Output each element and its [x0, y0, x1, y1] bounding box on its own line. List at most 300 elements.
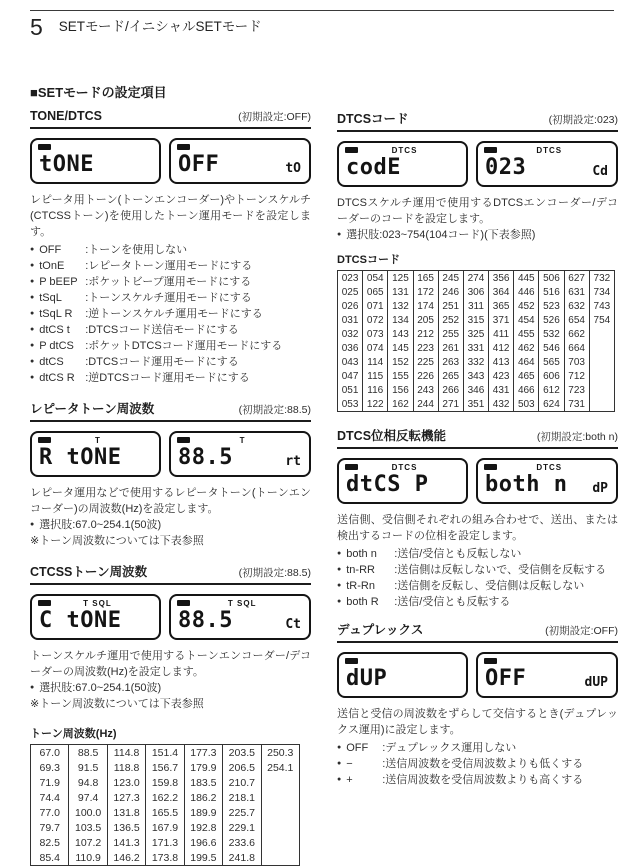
- table-cell: 67.0: [39, 746, 60, 759]
- option-list: [337, 546, 618, 610]
- table-cell: 165: [413, 271, 438, 286]
- table-cell: 624: [539, 397, 564, 412]
- table-cell: 356: [489, 271, 514, 286]
- table-cell: 364: [489, 285, 514, 299]
- table-cell: 074: [363, 341, 388, 355]
- dtcs-table-label: DTCSコード: [337, 254, 400, 266]
- table-cell: 103.5: [69, 820, 107, 835]
- option-label: ● tn-RR: [346, 564, 375, 576]
- table-cell: 351: [463, 397, 488, 412]
- option-description: :送信/受信とも反転しない: [394, 548, 522, 560]
- table-cell: 233.6: [223, 835, 261, 850]
- lcd-item-abbrev: tO: [285, 161, 301, 176]
- lcd-row: [337, 458, 618, 504]
- table-cell: 466: [514, 383, 539, 397]
- table-cell: 77.0: [39, 806, 60, 819]
- table-cell: 311: [463, 299, 488, 313]
- table-cell: 612: [539, 383, 564, 397]
- page-title: SETモード/イニシャルSETモード: [58, 19, 262, 34]
- option-label: ● tOnE: [39, 260, 65, 272]
- table-cell: [261, 775, 299, 790]
- table-row: [31, 835, 300, 850]
- option-item: [30, 338, 311, 354]
- table-cell: 731: [564, 397, 589, 412]
- table-cell: 173.8: [146, 850, 184, 866]
- table-cell: 177.3: [184, 745, 222, 761]
- lcd-indicator: DTCS: [391, 463, 418, 472]
- table-row: [338, 313, 615, 327]
- lcd-main-text: tONE: [39, 152, 94, 177]
- table-cell: 664: [564, 341, 589, 355]
- option-item: [30, 322, 311, 338]
- default-setting-label: (初期設定:OFF): [545, 625, 618, 637]
- lcd-item-display: [30, 594, 161, 640]
- table-cell: 167.9: [146, 820, 184, 835]
- lcd-item-display: [30, 138, 161, 184]
- section-tone-dtcs: [30, 109, 311, 386]
- table-cell: 79.7: [39, 821, 60, 834]
- battery-icon: [345, 464, 358, 470]
- table-cell: 703: [564, 355, 589, 369]
- option-description: :ポケットDTCSコード運用モードにする: [85, 340, 283, 352]
- section-description: DTCSスケルチ運用で使用するDTCSエンコーダー/デコーダーのコードを設定します。: [337, 197, 618, 225]
- lcd-item-display: [337, 458, 468, 504]
- lcd-main-text: 88.5: [178, 608, 233, 633]
- table-cell: 043: [341, 356, 359, 368]
- section-heading-row: [337, 426, 618, 449]
- battery-icon: [38, 437, 51, 443]
- table-cell: 712: [564, 369, 589, 383]
- table-cell: 199.5: [184, 850, 222, 866]
- lcd-value-display: [169, 138, 311, 184]
- table-cell: 413: [489, 355, 514, 369]
- lcd-item-abbrev: Cd: [592, 164, 608, 179]
- table-cell: 371: [489, 313, 514, 327]
- table-cell: 332: [463, 355, 488, 369]
- table-cell: 212: [413, 327, 438, 341]
- table-row: [31, 775, 300, 790]
- lcd-item-abbrev: Ct: [285, 617, 301, 632]
- table-cell: 210.7: [223, 775, 261, 790]
- dtcs-code-table: [337, 270, 615, 412]
- option-label: ● tSqL R: [39, 308, 73, 320]
- lcd-main-text: C tONE: [39, 608, 122, 633]
- table-cell: 025: [341, 286, 359, 298]
- table-cell: 183.5: [184, 775, 222, 790]
- table-cell: 196.6: [184, 835, 222, 850]
- option-description: :送信/受信とも反転する: [394, 596, 511, 608]
- option-item: [337, 578, 618, 594]
- lcd-main-text: dtCS P: [346, 472, 429, 497]
- table-cell: 159.8: [146, 775, 184, 790]
- table-cell: 245: [438, 271, 463, 286]
- table-cell: 365: [489, 299, 514, 313]
- table-cell: 274: [463, 271, 488, 286]
- table-cell: 229.1: [223, 820, 261, 835]
- reference-note: ※トーン周波数については下表参照: [30, 698, 204, 710]
- table-cell: 146.2: [107, 850, 145, 866]
- table-row: [338, 355, 615, 369]
- section-title: デュプレックス: [337, 623, 424, 637]
- table-cell: 203.5: [223, 745, 261, 761]
- option-label: ● OFF: [346, 742, 369, 754]
- lcd-indicator: DTCS: [391, 146, 418, 155]
- lcd-indicator: T SQL: [227, 599, 257, 608]
- option-label: ● tR-Rn: [346, 580, 375, 592]
- table-cell: 454: [514, 313, 539, 327]
- section-description: レピータ用トーン(トーンエンコーダー)やトーンスケルチ(CTCSSトーン)を使用したトーン運用モードを設定します。: [30, 194, 311, 238]
- table-cell: [261, 805, 299, 820]
- table-row: [31, 790, 300, 805]
- table-cell: 315: [463, 313, 488, 327]
- option-item: [337, 562, 618, 578]
- lcd-row: [337, 141, 618, 187]
- table-cell: 145: [388, 341, 413, 355]
- table-cell: [261, 790, 299, 805]
- table-cell: 031: [341, 314, 359, 326]
- default-setting-label: (初期設定:88.5): [238, 567, 311, 579]
- battery-icon: [484, 464, 497, 470]
- table-cell: [261, 850, 299, 866]
- table-cell: 74.4: [39, 791, 60, 804]
- table-cell: [261, 820, 299, 835]
- table-cell: 255: [438, 327, 463, 341]
- lcd-value-display: [169, 431, 311, 477]
- table-cell: 631: [564, 285, 589, 299]
- section-heading-row: [30, 562, 311, 585]
- lcd-item-abbrev: dUP: [584, 675, 608, 690]
- table-cell: [589, 397, 614, 412]
- table-cell: 431: [489, 383, 514, 397]
- option-list: [30, 242, 311, 386]
- table-row: [338, 299, 615, 313]
- table-row: [31, 820, 300, 835]
- table-cell: 162.2: [146, 790, 184, 805]
- table-cell: 179.9: [184, 760, 222, 775]
- option-item: [30, 354, 311, 370]
- section-duplex: [337, 620, 618, 788]
- table-cell: 606: [539, 369, 564, 383]
- option-label: ● dtCS t: [39, 324, 70, 336]
- default-setting-label: (初期設定:both n): [536, 431, 618, 443]
- section-title: DTCS位相反転機能: [337, 429, 447, 443]
- lcd-main-text: both n: [485, 472, 568, 497]
- lcd-row: [30, 594, 311, 640]
- option-item: [337, 740, 618, 756]
- table-cell: 252: [438, 313, 463, 327]
- choices-line: ● 選択肢:67.0~254.1(50波): [30, 680, 311, 696]
- two-column-layout: [0, 109, 644, 866]
- table-cell: [589, 369, 614, 383]
- table-cell: 162: [388, 397, 413, 412]
- table-cell: 122: [363, 397, 388, 412]
- battery-icon: [177, 437, 190, 443]
- table-cell: 85.4: [39, 851, 60, 864]
- table-cell: 123.0: [107, 775, 145, 790]
- lcd-value-display: [476, 652, 618, 698]
- table-cell: 632: [564, 299, 589, 313]
- table-cell: 452: [514, 299, 539, 313]
- option-item: [30, 290, 311, 306]
- option-label: ● +: [346, 774, 353, 786]
- table-row: [338, 383, 615, 397]
- table-cell: 054: [363, 271, 388, 286]
- left-column: [30, 109, 311, 866]
- lcd-item-display: [30, 431, 161, 477]
- lcd-main-text: 023: [485, 155, 527, 180]
- option-label: ● P bEEP: [39, 276, 78, 288]
- lcd-item-display: [337, 652, 468, 698]
- option-item: [30, 274, 311, 290]
- lcd-value-display: [476, 141, 618, 187]
- lcd-row: [337, 652, 618, 698]
- table-cell: 261: [438, 341, 463, 355]
- table-cell: 115: [363, 369, 388, 383]
- choices-line: ● 選択肢:67.0~254.1(50波): [30, 517, 311, 533]
- table-cell: 503: [514, 397, 539, 412]
- table-cell: 734: [589, 285, 614, 299]
- section-title: TONE/DTCS: [30, 109, 102, 123]
- table-cell: 205: [413, 313, 438, 327]
- header-rule: [30, 10, 614, 11]
- table-cell: 174: [413, 299, 438, 313]
- table-cell: 156.7: [146, 760, 184, 775]
- table-cell: 171.3: [146, 835, 184, 850]
- option-label: ● dtCS R: [39, 372, 75, 384]
- table-cell: 223: [413, 341, 438, 355]
- lcd-item-display: [337, 141, 468, 187]
- right-column: [337, 109, 618, 801]
- lcd-value-display: [169, 594, 311, 640]
- option-item: [337, 756, 618, 772]
- page-header: [0, 0, 644, 40]
- tone-frequency-table: [30, 744, 300, 866]
- option-label: ● P dtCS: [39, 340, 74, 352]
- table-cell: [589, 383, 614, 397]
- section-heading-row: [337, 109, 618, 132]
- table-cell: 654: [564, 313, 589, 327]
- lcd-main-text: R tONE: [39, 445, 122, 470]
- section-ctcss-tone: [30, 562, 311, 712]
- option-item: [30, 242, 311, 258]
- lcd-item-abbrev: dP: [592, 481, 608, 496]
- table-cell: 172: [413, 285, 438, 299]
- reference-note: ※トーン周波数については下表参照: [30, 535, 204, 547]
- table-cell: 131.8: [107, 805, 145, 820]
- table-cell: 532: [539, 327, 564, 341]
- table-row: [31, 805, 300, 820]
- battery-icon: [484, 658, 497, 664]
- table-cell: [589, 327, 614, 341]
- setmode-items-heading: ■SETモードの設定項目: [30, 85, 167, 100]
- option-item: [30, 370, 311, 386]
- table-cell: 723: [564, 383, 589, 397]
- option-item: [337, 546, 618, 562]
- table-cell: 251: [438, 299, 463, 313]
- option-label: ● dtCS: [39, 356, 64, 368]
- table-cell: 523: [539, 299, 564, 313]
- table-cell: 88.5: [69, 745, 107, 761]
- default-setting-label: (初期設定:OFF): [238, 111, 311, 123]
- table-cell: 065: [363, 285, 388, 299]
- table-cell: 114.8: [107, 745, 145, 761]
- option-description: :デュプレックス運用しない: [382, 742, 517, 754]
- table-cell: 97.4: [69, 790, 107, 805]
- table-cell: 662: [564, 327, 589, 341]
- table-cell: [589, 341, 614, 355]
- option-description: :ポケットビープ運用モードにする: [85, 276, 252, 288]
- lcd-indicator: T: [94, 436, 101, 445]
- table-cell: 072: [363, 313, 388, 327]
- option-label: ● both n: [346, 548, 377, 560]
- table-cell: [589, 355, 614, 369]
- table-cell: 134: [388, 313, 413, 327]
- lcd-main-text: 88.5: [178, 445, 233, 470]
- lcd-indicator: DTCS: [536, 146, 563, 155]
- table-cell: 754: [589, 313, 614, 327]
- section-heading-row: [30, 109, 311, 129]
- table-row: [338, 341, 615, 355]
- chapter-number: 5: [30, 14, 43, 40]
- table-cell: 263: [438, 355, 463, 369]
- table-cell: 432: [489, 397, 514, 412]
- table-cell: 423: [489, 369, 514, 383]
- table-cell: 241.8: [223, 850, 261, 866]
- table-row: [338, 285, 615, 299]
- battery-icon: [38, 600, 51, 606]
- table-cell: 446: [514, 285, 539, 299]
- lcd-main-text: OFF: [178, 152, 220, 177]
- table-cell: 107.2: [69, 835, 107, 850]
- option-description: :送信側を反転し、受信側は反転しない: [394, 580, 585, 592]
- table-cell: 411: [489, 327, 514, 341]
- table-cell: 565: [539, 355, 564, 369]
- table-cell: 151.4: [146, 745, 184, 761]
- table-cell: 71.9: [39, 776, 60, 789]
- battery-icon: [345, 147, 358, 153]
- table-cell: 306: [463, 285, 488, 299]
- table-row: [31, 850, 300, 866]
- battery-icon: [38, 144, 51, 150]
- option-description: :送信周波数を受信周波数よりも高くする: [382, 774, 584, 786]
- table-cell: 141.3: [107, 835, 145, 850]
- section-heading-row: [30, 399, 311, 422]
- lcd-indicator: T SQL: [83, 599, 112, 608]
- table-cell: 82.5: [39, 836, 60, 849]
- table-cell: 156: [388, 383, 413, 397]
- option-description: :DTCSコード運用モードにする: [85, 356, 239, 368]
- default-setting-label: (初期設定:023): [548, 114, 618, 126]
- battery-icon: [484, 147, 497, 153]
- table-cell: 225: [413, 355, 438, 369]
- table-cell: 192.8: [184, 820, 222, 835]
- table-cell: 465: [514, 369, 539, 383]
- table-cell: 254.1: [261, 760, 299, 775]
- section-dtcs-phase: [337, 426, 618, 610]
- option-item: [337, 772, 618, 788]
- option-list: [337, 740, 618, 788]
- tone-table-label: トーン周波数(Hz): [30, 728, 117, 740]
- table-cell: 100.0: [69, 805, 107, 820]
- table-cell: 244: [413, 397, 438, 412]
- table-cell: 266: [438, 383, 463, 397]
- table-cell: 071: [363, 299, 388, 313]
- lcd-value-display: [476, 458, 618, 504]
- table-cell: 91.5: [69, 760, 107, 775]
- lcd-main-text: dUP: [346, 666, 388, 691]
- table-row: [31, 745, 300, 761]
- table-cell: 189.9: [184, 805, 222, 820]
- table-cell: 032: [341, 328, 359, 340]
- table-cell: 026: [341, 300, 359, 312]
- option-label: ● both R: [346, 596, 379, 608]
- table-cell: 047: [341, 370, 359, 382]
- table-row: [338, 327, 615, 341]
- table-cell: 346: [463, 383, 488, 397]
- table-cell: 152: [388, 355, 413, 369]
- table-cell: 186.2: [184, 790, 222, 805]
- option-label: ● tSqL: [39, 292, 62, 304]
- table-cell: 127.3: [107, 790, 145, 805]
- table-cell: 155: [388, 369, 413, 383]
- option-label: ● OFF: [39, 244, 62, 256]
- option-description: :送信側は反転しないで、受信側を反転する: [394, 564, 607, 576]
- table-cell: 246: [438, 285, 463, 299]
- table-cell: 073: [363, 327, 388, 341]
- option-description: :逆DTCSコード運用モードにする: [85, 372, 250, 384]
- table-cell: 243: [413, 383, 438, 397]
- table-cell: [261, 835, 299, 850]
- lcd-main-text: OFF: [485, 666, 527, 691]
- table-cell: 118.8: [107, 760, 145, 775]
- table-cell: 218.1: [223, 790, 261, 805]
- table-cell: 036: [341, 342, 359, 354]
- table-cell: 265: [438, 369, 463, 383]
- table-row: [338, 369, 615, 383]
- option-description: :DTCSコード送信モードにする: [85, 324, 239, 336]
- table-cell: 206.5: [223, 760, 261, 775]
- section-title: CTCSSトーン周波数: [30, 565, 148, 579]
- table-cell: 455: [514, 327, 539, 341]
- option-label: ● −: [346, 758, 353, 770]
- option-description: :トーンスケルチ運用モードにする: [85, 292, 252, 304]
- table-cell: 506: [539, 271, 564, 286]
- battery-icon: [177, 144, 190, 150]
- battery-icon: [177, 600, 190, 606]
- table-cell: 053: [341, 398, 359, 410]
- table-cell: 343: [463, 369, 488, 383]
- section-description: 送信側、受信側それぞれの組み合わせで、送出、または検出するコードの位相を設定します。: [337, 514, 618, 542]
- table-cell: 516: [539, 285, 564, 299]
- table-cell: 225.7: [223, 805, 261, 820]
- table-cell: 114: [363, 355, 388, 369]
- section-description: レピータ運用などで使用するレピータトーン(トーンエンコーダー)の周波数(Hz)を設定します。: [30, 487, 311, 515]
- table-cell: 331: [463, 341, 488, 355]
- default-setting-label: (初期設定:88.5): [238, 404, 311, 416]
- table-cell: 69.3: [39, 761, 60, 774]
- table-cell: 464: [514, 355, 539, 369]
- table-cell: 412: [489, 341, 514, 355]
- option-description: :逆トーンスケルチ運用モードにする: [85, 308, 263, 320]
- option-item: [337, 594, 618, 610]
- table-cell: 743: [589, 299, 614, 313]
- table-cell: 226: [413, 369, 438, 383]
- section-title: DTCSコード: [337, 112, 409, 126]
- option-item: [30, 258, 311, 274]
- table-row: [338, 397, 615, 412]
- lcd-row: [30, 431, 311, 477]
- table-cell: 165.5: [146, 805, 184, 820]
